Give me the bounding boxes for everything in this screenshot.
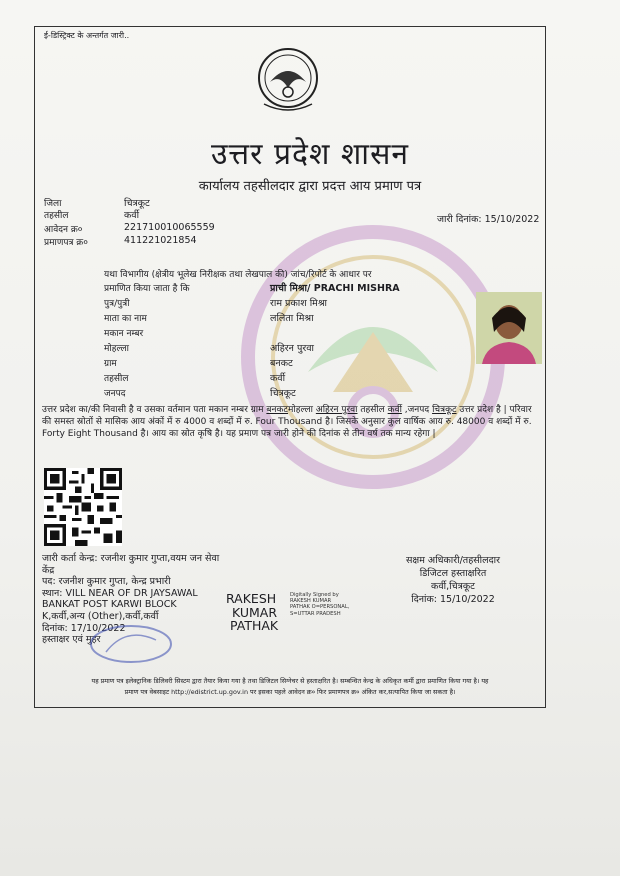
mohalla-link-text: अहिरन पुरवा (315, 405, 358, 415)
father-name: राम प्रकाश मिश्रा (270, 298, 328, 309)
district-label: जिला (44, 199, 62, 209)
detail-label: तहसील (104, 374, 129, 384)
issuer-date: दिनांक: 17/10/2022 (42, 622, 126, 634)
residence-income-paragraph: उत्तर प्रदेश का/की निवासी है व उसका वर्तमान पता मकान नम्बर ग्राम बनकटमोहल्ला अहिरन पुरवा तहसील कर्वी ,जनपद चित्रकूट उत्तर प्रदेश है | परिवार की समस्त स्रोतों से मासिक आय अंकों में रु 4000 व शब्दों में रु. Four Thousand है। जिसके अनुसार कुल वार्षिक आय रु. 48000 व शब्दों में रु. Forty Eight Thousand है। आय का स्रोत कृषि है। यह प्रमाण पत्र जारी होने की दिनांक से तीन वर्ष तक मान्य रहेगा | (42, 405, 532, 440)
issue-date: जारी दिनांक: 15/10/2022 (437, 214, 540, 225)
detail-label: प्रमाणित किया जाता है कि (104, 284, 190, 294)
application-no-value: 221710010065559 (124, 222, 215, 233)
signer-name: RAKESH KUMAR PATHAK (226, 591, 279, 633)
district-value: चित्रकूट (124, 198, 150, 209)
tehsil-label: तहसील (44, 211, 69, 221)
certificate-subtitle: कार्यालय तहसीलदार द्वारा प्रदत्त आय प्रमाण पत्र (198, 179, 422, 194)
tehsil-value: कर्वी (124, 210, 140, 221)
mohalla-value: अहिरन पुरवा (270, 343, 314, 354)
tehsil-detail-value: कर्वी (270, 373, 286, 384)
authority-digital: डिजिटल हस्ताक्षरित (419, 568, 487, 579)
detail-label: मोहल्ला (104, 344, 129, 354)
issuer-stamp (86, 622, 176, 666)
detail-label: जनपद (104, 389, 126, 399)
authority-block (358, 554, 548, 606)
state-emblem-icon (256, 44, 320, 116)
top-note: ई-डिस्ट्रिक्ट के अन्तर्गत जारी.. (44, 31, 130, 40)
detail-label: मकान नम्बर (104, 329, 144, 339)
village-value: बनकट (270, 358, 293, 369)
issuer-center: जारी कर्ता केन्द्र: रजनीश कुमार गुप्ता,वयम जन सेवा केंद्र (42, 553, 220, 576)
village-link-text: बनकट (266, 405, 288, 415)
district-detail-value: चित्रकूट (270, 388, 296, 399)
applicant-photo (476, 292, 542, 364)
applicant-name: प्राची मिश्रा/ PRACHI MISHRA (270, 283, 400, 294)
digital-signature-details: Digitally Signed by RAKESH KUMAR PATHAK O=PERSONAL, S=UTTAR PRADESH (290, 592, 350, 617)
authority-title: सक्षम अधिकारी/तहसीलदार (406, 555, 500, 566)
issuer-signature-label: हस्ताक्षर एवं मुहर (42, 634, 101, 646)
footer-note: यह प्रमाण पत्र इलेक्ट्रानिक डिलिवरी सिस्टम द्वारा तैयार किया गया है तथा डिजिटल सिग्नेचर से हस्ताक्षरित है। सम्बन्धित केन्द्र के अधिकृत कर्मी द्वारा प्रमाणित किया गया है। यह प्रमाण पत्र वेबसाइट http://edistrict.up.gov.in पर इसका पहले आवेदन क्र० फिर प्रमाणपत्र क्र० अंकित कर,सत्यापित किया जा सकता है। (91, 677, 489, 696)
district-link-text: चित्रकूट (432, 405, 457, 415)
certificate-no-label: प्रमाणपत्र क्र० (44, 238, 88, 248)
authority-place: कर्वी,चित्रकूट (431, 581, 475, 592)
qr-code (44, 468, 122, 546)
application-no-label: आवेदन क्र० (44, 225, 83, 235)
mother-name: ललिता मिश्रा (270, 313, 314, 324)
intro-text: यथा विभागीय (क्षेत्रीय भूलेख निरीक्षक तथा लेखपाल की) जांच/रिपोर्ट के आधार पर (104, 270, 372, 280)
tehsil-link-text: कर्वी (387, 405, 402, 415)
detail-label: माता का नाम (104, 314, 147, 324)
detail-label: पुत्र/पुत्री (104, 299, 130, 309)
page-title: उत्तर प्रदेश शासन (210, 137, 409, 172)
issuer-place: स्थान: VILL NEAR OF DR JAYSAWAL BANKAT POST KARWI BLOCK K,कर्वी,अन्य (Other),कर्वी,कर्वी (42, 587, 198, 622)
authority-date: दिनांक: 15/10/2022 (411, 594, 495, 605)
certificate-no-value: 411221021854 (124, 235, 197, 246)
issuer-post: पद: रजनीश कुमार गुप्ता, केन्द्र प्रभारी (42, 576, 171, 588)
detail-label: ग्राम (104, 359, 117, 369)
